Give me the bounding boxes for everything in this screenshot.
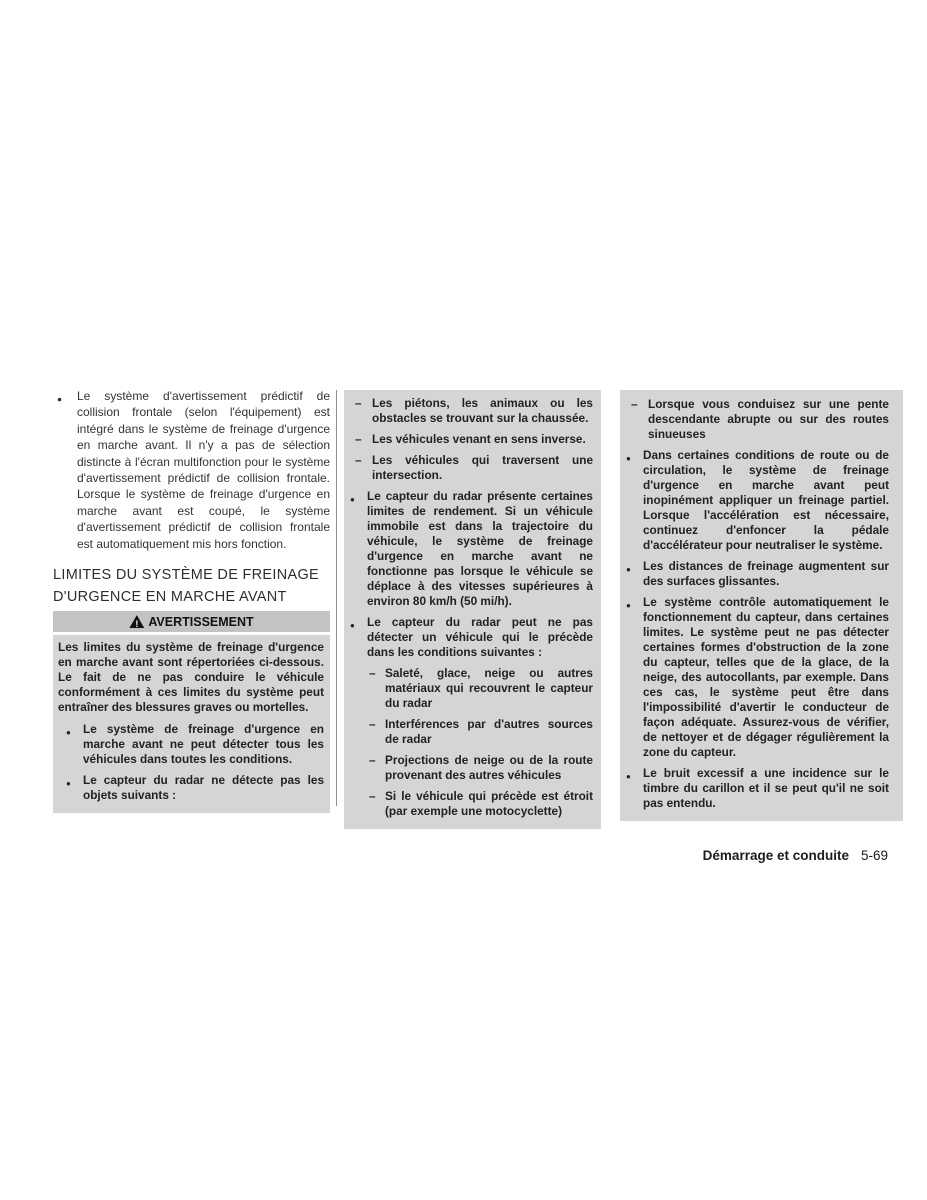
list-item: [344, 453, 593, 483]
item-text: Les piétons, les animaux ou les obstacles se trouvant sur la chaussée.: [372, 396, 593, 425]
item-marker-icon: –: [369, 789, 376, 803]
warning-continuation-middle: [344, 390, 601, 829]
item-marker-icon: ●: [350, 494, 355, 504]
list-item: [344, 717, 593, 747]
column-divider: [336, 390, 337, 806]
item-marker-icon: –: [355, 453, 362, 467]
item-marker-icon: ●: [350, 620, 355, 630]
warning-triangle-icon: [129, 615, 144, 628]
item-text: Lorsque vous conduisez sur une pente descendante abrupte ou sur des routes sinueuses: [648, 397, 889, 441]
warning-intro: Les limites du système de freinage d'urgence en marche avant sont répertoriées ci-dessous. Le fait de ne pas conduire le véhicule conformément à ces limites du système peut entraîner des blessures graves ou mortelles.: [58, 640, 324, 715]
item-marker-icon: –: [369, 666, 376, 680]
list-item: [620, 766, 889, 811]
list-item: [344, 753, 593, 783]
list-item: [344, 432, 593, 447]
footer-section-title: Démarrage et conduite: [702, 848, 849, 863]
item-text: Le système de freinage d'urgence en marche avant ne peut détecter tous les véhicules dans toutes les conditions.: [83, 722, 324, 767]
bullet-icon: ●: [57, 394, 63, 404]
list-item: [58, 722, 324, 767]
list-item: [620, 448, 889, 553]
item-text: Si le véhicule qui précède est étroit (par exemple une motocyclette): [385, 789, 593, 818]
item-text: Le bruit excessif a une incidence sur le timbre du carillon et il se peut qu'il ne soit pas entendu.: [643, 766, 889, 810]
list-item: [344, 615, 593, 660]
item-text: Saleté, glace, neige ou autres matériaux qui recouvrent le capteur du radar: [385, 666, 593, 710]
warning-continuation-right: [620, 390, 903, 821]
item-marker-icon: –: [631, 397, 638, 411]
list-item: [344, 489, 593, 609]
item-text: Les véhicules qui traversent une intersection.: [372, 453, 593, 482]
item-marker-icon: –: [355, 396, 362, 410]
item-text: Les distances de freinage augmentent sur des surfaces glissantes.: [643, 559, 889, 588]
item-text: Projections de neige ou de la route provenant des autres véhicules: [385, 753, 593, 782]
item-marker-icon: ●: [626, 453, 631, 463]
list-item: [344, 789, 593, 819]
list-item: [620, 595, 889, 760]
list-item: [620, 559, 889, 589]
item-marker-icon: ●: [626, 564, 631, 574]
list-item: [344, 666, 593, 711]
warning-item-list: [58, 722, 324, 803]
list-item: [620, 397, 889, 442]
item-text: Le capteur du radar ne détecte pas les objets suivants :: [83, 773, 324, 803]
section-heading: LIMITES DU SYSTÈME DE FREINAGE D'URGENCE EN MARCHE AVANT: [53, 567, 320, 605]
warning-title: AVERTISSEMENT: [148, 614, 254, 629]
warning-body: [53, 635, 330, 813]
page-footer: [703, 848, 888, 863]
item-text: Le capteur du radar présente certaines limites de rendement. Si un véhicule immobile est dans la trajectoire du véhicule, le système de freinage d'urgence en marche avant ne fonctionne pas lorsque le véhicule se déplace à des vitesses supérieures à environ 80 km/h (50 mi/h).: [367, 489, 593, 608]
footer-page-number: 5-69: [860, 848, 888, 863]
item-text: Le capteur du radar peut ne pas détecter un véhicule qui le précède dans les conditions suivantes :: [367, 615, 593, 659]
warning-header: [53, 611, 330, 632]
item-marker-icon: ●: [66, 727, 71, 737]
list-item: [344, 396, 593, 426]
list-item: [58, 773, 324, 803]
item-text: Dans certaines conditions de route ou de circulation, le système de freinage d'urgence en marche avant peut inopinément appliquer un freinage partiel. Lorsque l'accélération est nécessaire, continuez d'enfoncer la pédale d'accélérateur pour neutraliser le système.: [643, 448, 889, 552]
item-marker-icon: –: [369, 753, 376, 767]
intro-text: Le système d'avertissement prédictif de collision frontale (selon l'équipement) est intégré dans le système de freinage d'urgence en marche avant. Il n'y a pas de sélection distincte à l'écran multifonction pour le système d'avertissement prédictif de collision frontale. Lorsque le système de freinage d'urgence en marche avant est coupé, le système d'avertissement prédictif de collision frontale est automatiquement mis hors fonction.: [77, 389, 330, 551]
item-marker-icon: –: [355, 432, 362, 446]
item-text: Le système contrôle automatiquement le fonctionnement du capteur, dans certaines limites. Le système peut ne pas détecter certaines formes d'obstruction de la zone du capteur, telles que de la glace, de la neige, des autocollants, par exemple. Dans ces cas, le système peut être dans l'impossibilité d'avertir le conducteur de façon adéquate. Assurez-vous de vérifier, de nettoyer et de dégager régulièrement la zone du capteur.: [643, 595, 889, 759]
item-marker-icon: ●: [626, 771, 631, 781]
item-marker-icon: ●: [66, 778, 71, 788]
item-marker-icon: ●: [626, 600, 631, 610]
item-text: Les véhicules venant en sens inverse.: [372, 432, 586, 446]
item-text: Interférences par d'autres sources de radar: [385, 717, 593, 746]
column-left: [53, 388, 330, 813]
intro-bullet-item: [53, 388, 330, 552]
item-marker-icon: –: [369, 717, 376, 731]
